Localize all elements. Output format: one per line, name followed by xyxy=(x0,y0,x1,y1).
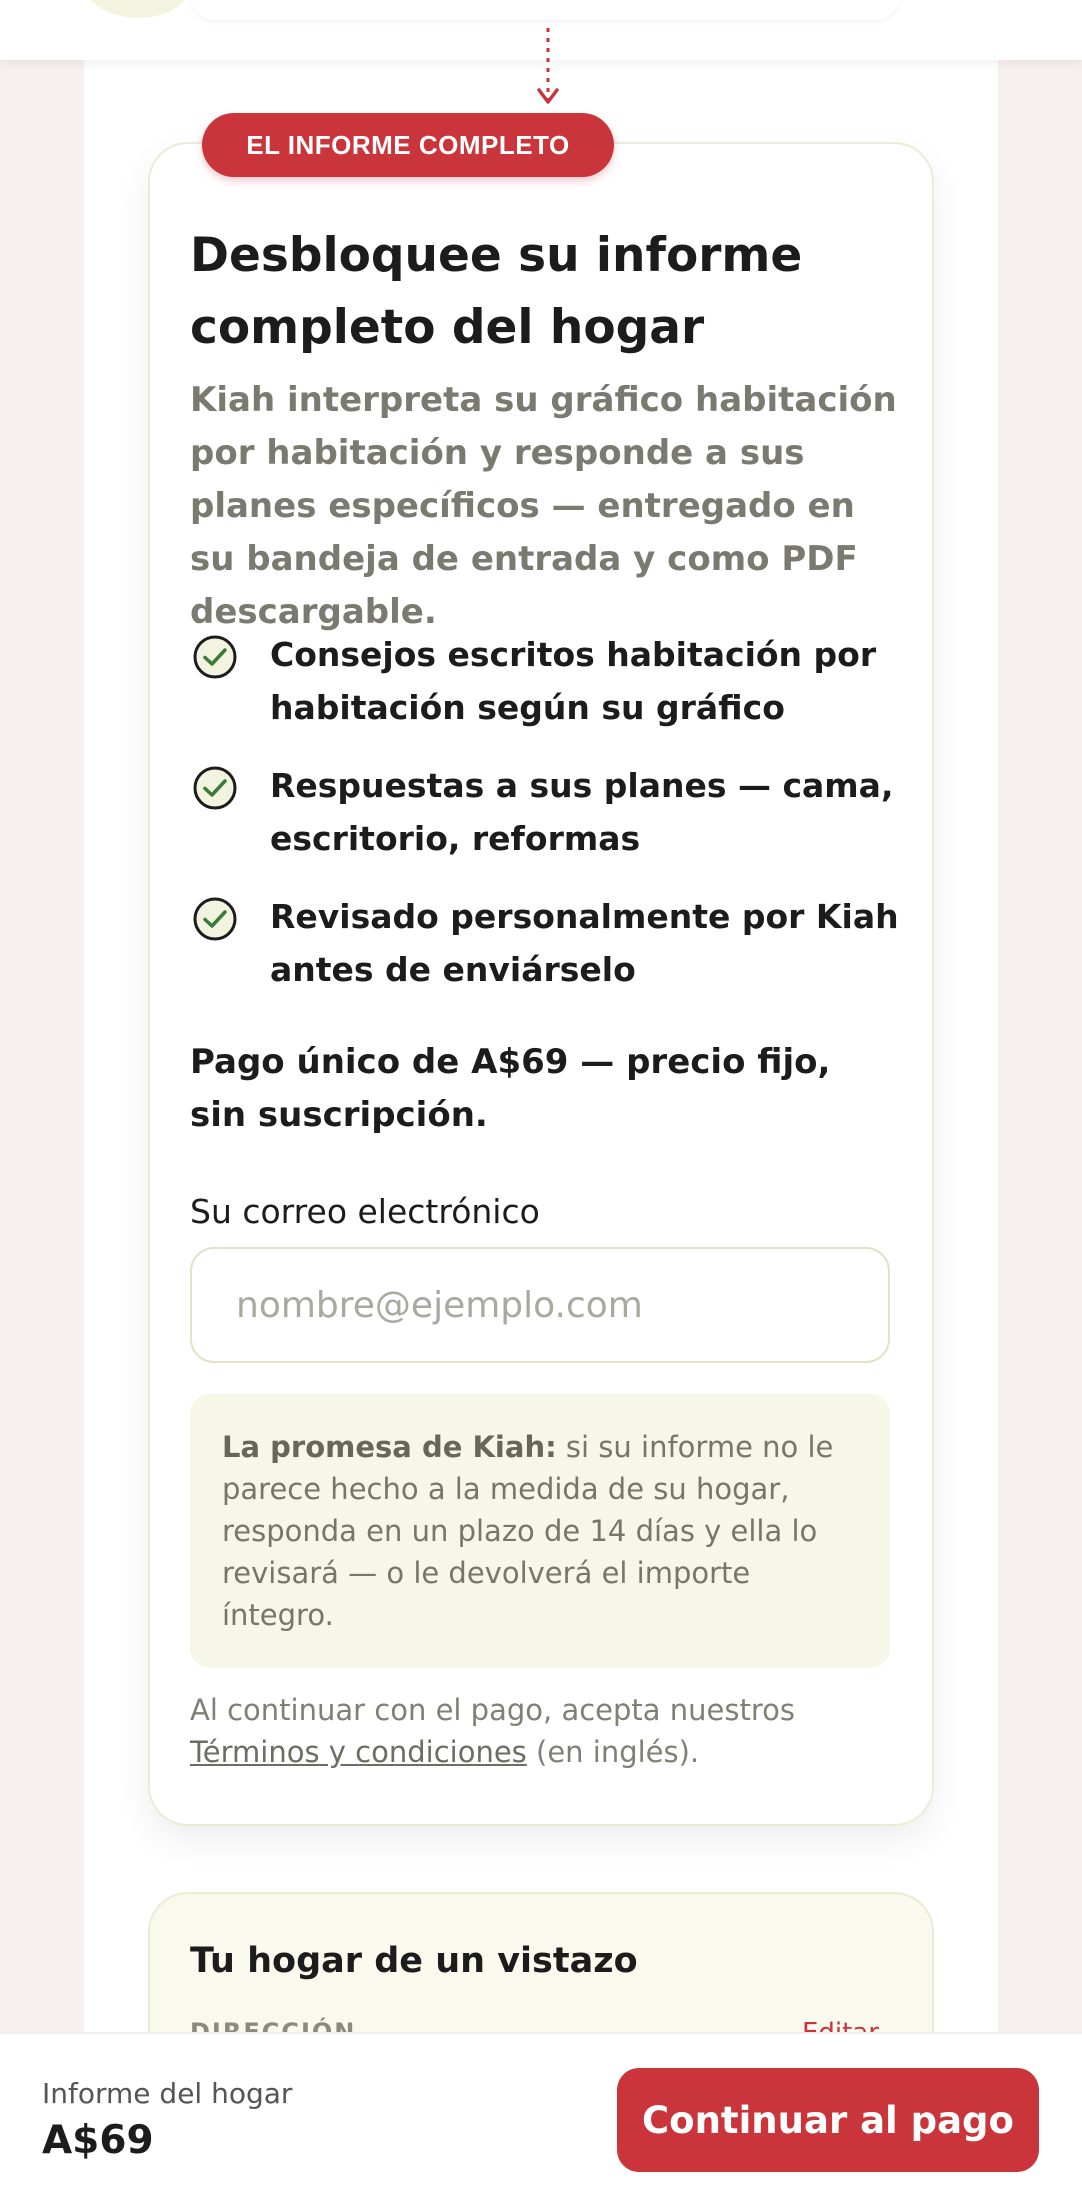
continue-to-payment-button[interactable]: Continuar al pago xyxy=(617,2068,1039,2172)
check-circle-icon xyxy=(192,765,238,811)
terms-suffix: (en inglés). xyxy=(526,1735,700,1769)
feature-text: Consejos escritos habitación por habitación según su gráfico xyxy=(270,635,877,727)
report-intro: Kiah interpreta su gráfico habitación por habitación y responde a sus planes específicos — entregado en su bandeja de entrada y como PDF descargable. xyxy=(190,380,897,632)
terms-link[interactable]: Términos y condiciones xyxy=(190,1735,527,1769)
price-note: Pago único de A$69 — precio fijo, sin suscripción. xyxy=(190,1042,831,1135)
feature-item xyxy=(190,890,910,1021)
page-title: Desbloquee su informe completo del hogar xyxy=(190,228,803,355)
email-label: Su correo electrónico xyxy=(190,1192,540,1231)
checkout-bar xyxy=(0,2032,1082,2202)
feature-text: Revisado personalmente por Kiah antes de enviárselo xyxy=(270,897,899,989)
email-field[interactable] xyxy=(190,1247,890,1363)
check-circle-icon xyxy=(192,634,238,680)
feature-item xyxy=(190,759,910,890)
feature-text: Respuestas a sus planes — cama, escritorio, reformas xyxy=(270,766,894,858)
report-badge: EL INFORME COMPLETO xyxy=(202,113,614,177)
dotted-arrow-down-icon xyxy=(536,28,560,116)
header-pill xyxy=(190,0,900,20)
bar-product-label: Informe del hogar xyxy=(42,2077,293,2110)
glance-title: Tu hogar de un vistazo xyxy=(190,1941,638,1981)
bar-price: A$69 xyxy=(42,2118,154,2163)
check-circle-icon xyxy=(192,896,238,942)
promise-text: si su informe no le parece hecho a la medida de su hogar, responda en un plazo de 14 días y ella lo revisará — o le devolverá el importe íntegro. xyxy=(222,1430,834,1632)
feature-list xyxy=(190,628,910,1021)
terms-note xyxy=(190,1689,910,1773)
feature-item xyxy=(190,628,910,759)
header-avatar-blob xyxy=(82,0,194,18)
promise-box xyxy=(190,1394,890,1668)
terms-prefix: Al continuar con el pago, acepta nuestros xyxy=(190,1693,795,1727)
promise-lead: La promesa de Kiah: xyxy=(222,1430,557,1464)
